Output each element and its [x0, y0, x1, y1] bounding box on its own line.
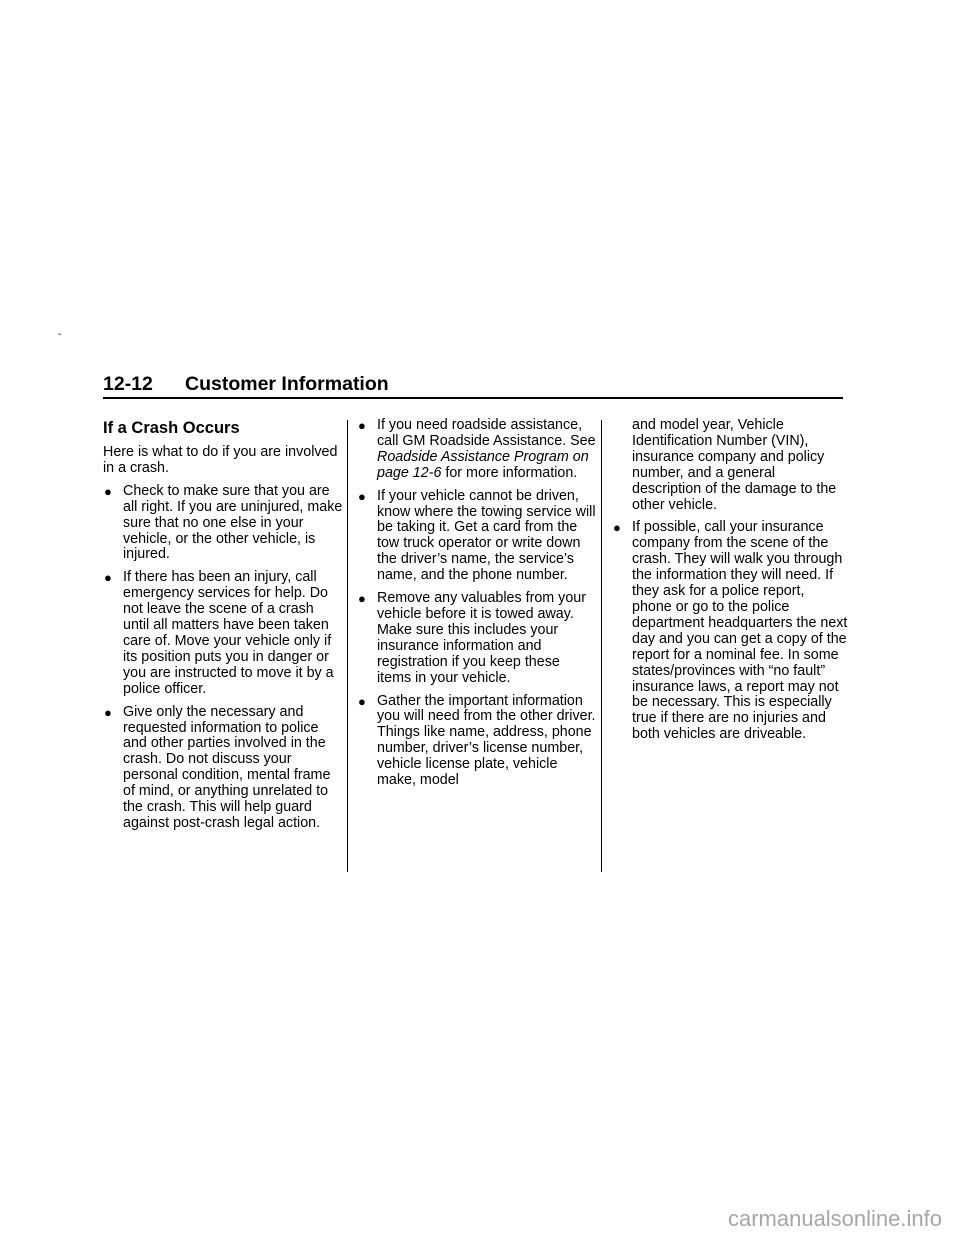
list-item [103, 705, 343, 832]
list-item-text: If you need roadside assistance, call GM Roadside Assistance. See [377, 417, 596, 449]
page-number: 12-12 [103, 373, 153, 395]
list-item [357, 591, 597, 686]
list-item [612, 520, 848, 743]
list-item-text: Remove any valuables from your vehicle before it is towed away. Make sure this includes your insurance information and registration if you keep these items in your vehicle. [377, 590, 586, 686]
bullet-icon: ● [358, 591, 366, 607]
bullet-icon: ● [358, 693, 366, 709]
column-2 [357, 418, 597, 796]
section-title: If a Crash Occurs [103, 419, 240, 437]
list-item-text: If possible, call your insurance company from the scene of the crash. They will walk you through the information they will need. If they ask for a police report, phone or go to the police department headquarters the next day and you can get a copy of the report for a nominal fee. In some states/provinces with “no fault” insurance laws, a report may not be necessary. This is especially true if there are no injuries and both vehicles are driveable. [632, 519, 848, 743]
page-mark: - [58, 329, 62, 340]
bullet-icon: ● [358, 488, 366, 504]
cross-reference-link[interactable]: Roadside Assistance Program on page 12-6 [377, 448, 589, 481]
bullet-icon: ● [613, 520, 621, 536]
watermark: carmanualsonline.info [727, 1206, 942, 1231]
list-item [357, 694, 597, 789]
bullet-icon: ● [104, 483, 112, 499]
bullet-list [357, 418, 597, 789]
bullet-list [612, 520, 848, 743]
bullet-list [103, 484, 343, 832]
list-item-text: If your vehicle cannot be driven, know where the towing service will be taking it. Get a card from the tow truck operator or write down the driver’s name, the service’s name, and the phone number. [377, 487, 596, 584]
column-3 [612, 418, 848, 750]
list-item-text: Check to make sure that you are all right. If you are uninjured, make sure that no one else in your vehicle, or the other vehicle, is injured. [123, 482, 343, 563]
list-item [103, 570, 343, 697]
chapter-title: Customer Information [185, 373, 389, 395]
column-divider [347, 420, 348, 872]
list-item-continuation: and model year, Vehicle Identification Number (VIN), insurance company and policy number, and a general description of the damage to the other vehicle. [632, 417, 837, 513]
column-divider [601, 420, 602, 872]
list-item-text: for more information. [441, 464, 578, 481]
bullet-icon: ● [104, 704, 112, 720]
column-1 [103, 418, 343, 839]
list-item [357, 489, 597, 584]
list-item-text: Give only the necessary and requested information to police and other parties involved in the crash. Do not discuss your personal condition, mental frame of mind, or anything unrelated to the crash. This will help guard against post-crash legal action. [123, 703, 331, 831]
list-item [357, 418, 597, 482]
bullet-icon: ● [104, 570, 112, 586]
list-item-text: Gather the important information you will need from the other driver. Things like name, address, phone number, driver’s license number, vehicle license plate, vehicle make, model [377, 692, 596, 789]
intro-paragraph: Here is what to do if you are involved in a crash. [103, 444, 338, 476]
list-item-text: If there has been an injury, call emergency services for help. Do not leave the scene of a crash until all matters have been taken care of. Move your vehicle only if its position puts you in danger or you are instructed to move it by a police officer. [123, 569, 334, 697]
list-item [103, 484, 343, 564]
bullet-icon: ● [358, 418, 366, 433]
page-header [103, 372, 843, 399]
